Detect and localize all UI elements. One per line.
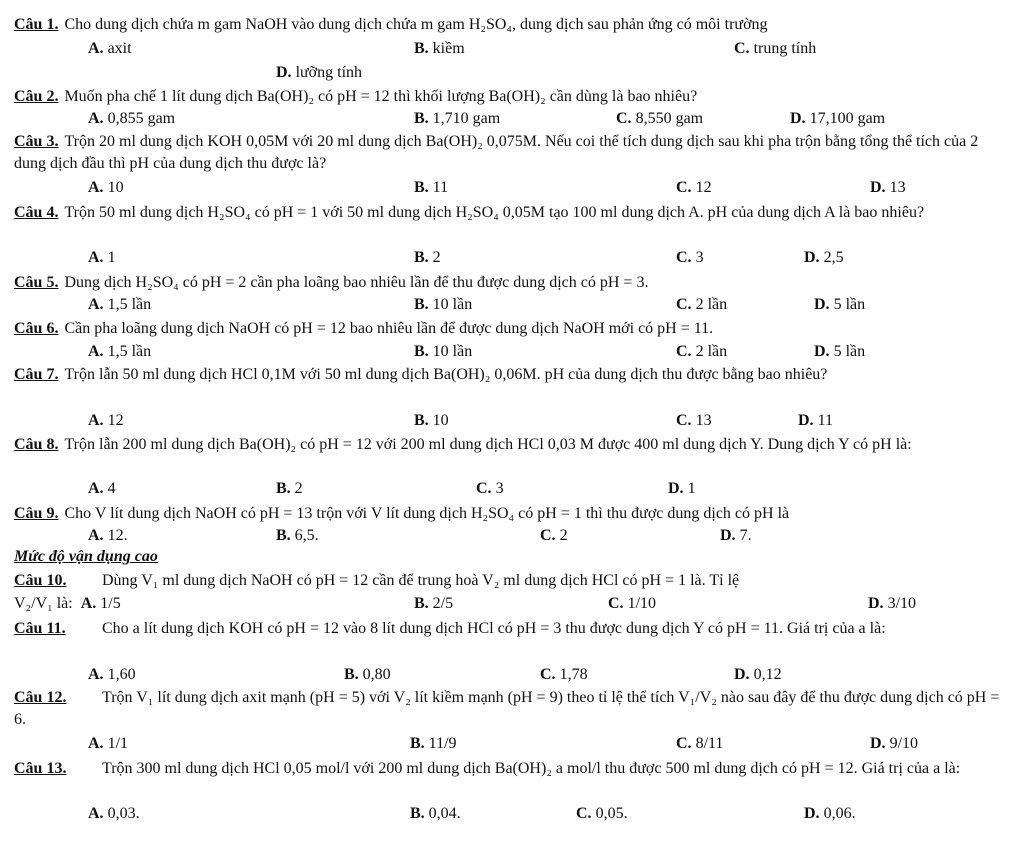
option-b: B. 11/9 (410, 735, 457, 752)
options-row (88, 478, 1008, 500)
option-b: B. 1,710 gam (414, 110, 501, 127)
option-c: C. 12 (676, 179, 712, 196)
option-c: C. 0,05. (576, 805, 628, 822)
option-a: A. 12 (88, 412, 124, 429)
option-c: C. 8,550 gam (616, 110, 704, 127)
option-a: A. axit (88, 40, 132, 57)
options-row (88, 341, 1008, 363)
option-b: B. 10 lần (414, 343, 473, 360)
question-number: Câu 2. (14, 88, 59, 105)
options-row (88, 294, 1008, 316)
options-row (88, 733, 1008, 755)
question-13 (14, 758, 1014, 780)
option-b: B. 10 lần (414, 296, 473, 313)
question-number: Câu 8. (14, 436, 59, 453)
option-b: B. 2/5 (414, 595, 454, 612)
options-row (276, 62, 1024, 84)
question-text: Trộn 20 ml dung dịch KOH 0,05M với 20 ml dung dịch Ba(OH)₂ 0,075M. Nếu coi thể tích dung dịch sau khi pha trộn bằng tổng thể tích của 2 dung dịch đầu thì pH của dung dịch thu được là? (14, 133, 979, 172)
question-text: Dung dịch H₂SO₄ có pH = 2 cần pha loãng bao nhiêu lần để thu được dung dịch có pH = 3. (64, 274, 649, 291)
question-number: Câu 6. (14, 320, 59, 337)
question-2 (14, 86, 1014, 108)
question-number: Câu 10. (14, 572, 67, 589)
options-row (88, 247, 1008, 269)
ratio-prompt: V₂/V₁ là: (14, 595, 73, 612)
question-4 (14, 202, 1014, 224)
option-c: C. 2 lần (676, 296, 728, 313)
option-a: A. 1/1 (88, 735, 129, 752)
option-a: A. 1/5 (80, 595, 121, 612)
question-number: Câu 5. (14, 274, 59, 291)
option-b: B. 6,5. (276, 527, 319, 544)
options-row (88, 664, 1008, 686)
option-a: A. 1 (88, 249, 116, 266)
question-number: Câu 13. (14, 760, 67, 777)
question-number: Câu 3. (14, 133, 59, 150)
option-d: D. 13 (870, 179, 906, 196)
option-d: D. 5 lần (814, 296, 866, 313)
options-row (88, 593, 1008, 615)
question-1 (14, 14, 1014, 36)
question-7 (14, 364, 1014, 386)
option-b: B. 0,80 (344, 666, 391, 683)
option-a: A. 1,5 lần (88, 296, 152, 313)
option-c: C. 2 lần (676, 343, 728, 360)
options-row (88, 803, 1008, 825)
question-5 (14, 272, 1014, 294)
option-c: C. 3 (676, 249, 704, 266)
question-number: Câu 4. (14, 204, 59, 221)
option-a: A. 4 (88, 480, 116, 497)
option-d: D. 0,06. (804, 805, 856, 822)
options-row (88, 177, 1008, 199)
option-d: D. 7. (720, 527, 752, 544)
question-6 (14, 318, 1014, 340)
option-a: A. 12. (88, 527, 128, 544)
question-number: Câu 7. (14, 366, 59, 383)
option-d: D. 17,100 gam (790, 110, 886, 127)
option-a: A. 1,60 (88, 666, 136, 683)
question-text: Cho V lít dung dịch NaOH có pH = 13 trộn với V lít dung dịch H₂SO₄ có pH = 1 thì thu được dung dịch có pH là (64, 505, 790, 522)
question-text: Trộn lẫn 200 ml dung dịch Ba(OH)₂ có pH = 12 với 200 ml dung dịch HCl 0,03 M được 400 ml dung dịch Y. Dung dịch Y có pH là: (64, 436, 912, 453)
option-b: B. kiềm (414, 40, 465, 57)
option-d: D. 5 lần (814, 343, 866, 360)
option-d: D. 9/10 (870, 735, 919, 752)
option-a: A. 0,855 gam (88, 110, 176, 127)
option-a: A. 10 (88, 179, 124, 196)
option-b: B. 0,04. (410, 805, 461, 822)
options-row (88, 525, 1008, 547)
question-text: Trộn 300 ml dung dịch HCl 0,05 mol/l với 200 ml dung dịch Ba(OH)₂ a mol/l thu được 500 ml dung dịch có pH = 12. Giá trị của a là: (102, 760, 961, 777)
options-row (88, 410, 1008, 432)
option-c: C. 1,78 (540, 666, 588, 683)
option-c: C. 3 (476, 480, 504, 497)
option-c: C. 8/11 (676, 735, 724, 752)
question-text: Cần pha loãng dung dịch NaOH có pH = 12 bao nhiêu lần để được dung dịch NaOH mới có pH = 11. (64, 320, 714, 337)
question-text: Cho dung dịch chứa m gam NaOH vào dung dịch chứa m gam H₂SO₄, dung dịch sau phản ứng có môi trường (64, 16, 768, 33)
option-b: B. 11 (414, 179, 449, 196)
options-row (88, 38, 1008, 60)
option-a: A. 0,03. (88, 805, 140, 822)
question-number: Câu 1. (14, 16, 59, 33)
option-b: B. 2 (414, 249, 441, 266)
option-d: D. 11 (798, 412, 833, 429)
section-heading: Mức độ vận dụng cao (14, 548, 158, 565)
option-c: C. trung tính (734, 40, 817, 57)
question-text: Trộn V₁ lít dung dịch axit mạnh (pH = 5) với V₂ lít kiềm mạnh (pH = 9) theo tỉ lệ thể tích V₁/V₂ nào sau đây để thu được dung dịch có pH = 6. (14, 689, 1000, 728)
question-9 (14, 503, 1014, 525)
option-d: D. 0,12 (734, 666, 782, 683)
option-d: D. 2,5 (804, 249, 844, 266)
question-text: Trộn lẫn 50 ml dung dịch HCl 0,1M với 50 ml dung dịch Ba(OH)₂ 0,06M. pH của dung dịch thu được bằng bao nhiêu? (64, 366, 828, 383)
option-d: D. 3/10 (868, 595, 917, 612)
options-row (88, 108, 1008, 130)
question-10 (14, 570, 1014, 592)
question-text: Trộn 50 ml dung dịch H₂SO₄ có pH = 1 với 50 ml dung dịch H₂SO₄ 0,05M tạo 100 ml dung dịch A. pH của dung dịch A là bao nhiêu? (64, 204, 925, 221)
question-3 (14, 131, 1014, 175)
option-b: B. 10 (414, 412, 449, 429)
question-11 (14, 618, 1014, 640)
question-text: Muốn pha chế 1 lít dung dịch Ba(OH)₂ có pH = 12 thì khối lượng Ba(OH)₂ cần dùng là bao nhiêu? (64, 88, 698, 105)
question-number: Câu 12. (14, 689, 67, 706)
option-c: C. 13 (676, 412, 712, 429)
question-12 (14, 687, 1014, 731)
option-c: C. 2 (540, 527, 568, 544)
option-a: A. 1,5 lần (88, 343, 152, 360)
question-number: Câu 9. (14, 505, 59, 522)
question-text: Cho a lít dung dịch KOH có pH = 12 vào 8 lít dung dịch HCl có pH = 3 thu được dung dịch Y có pH = 11. Giá trị của a là: (102, 620, 886, 637)
question-text: Dùng V₁ ml dung dịch NaOH có pH = 12 cần để trung hoà V₂ ml dung dịch HCl có pH = 1 là. Tỉ lệ (102, 572, 740, 589)
question-number: Câu 11. (14, 620, 66, 637)
option-b: B. 2 (276, 480, 303, 497)
option-c: C. 1/10 (608, 595, 657, 612)
option-d: D. lưỡng tính (276, 64, 363, 81)
question-8 (14, 434, 1014, 456)
option-d: D. 1 (668, 480, 696, 497)
